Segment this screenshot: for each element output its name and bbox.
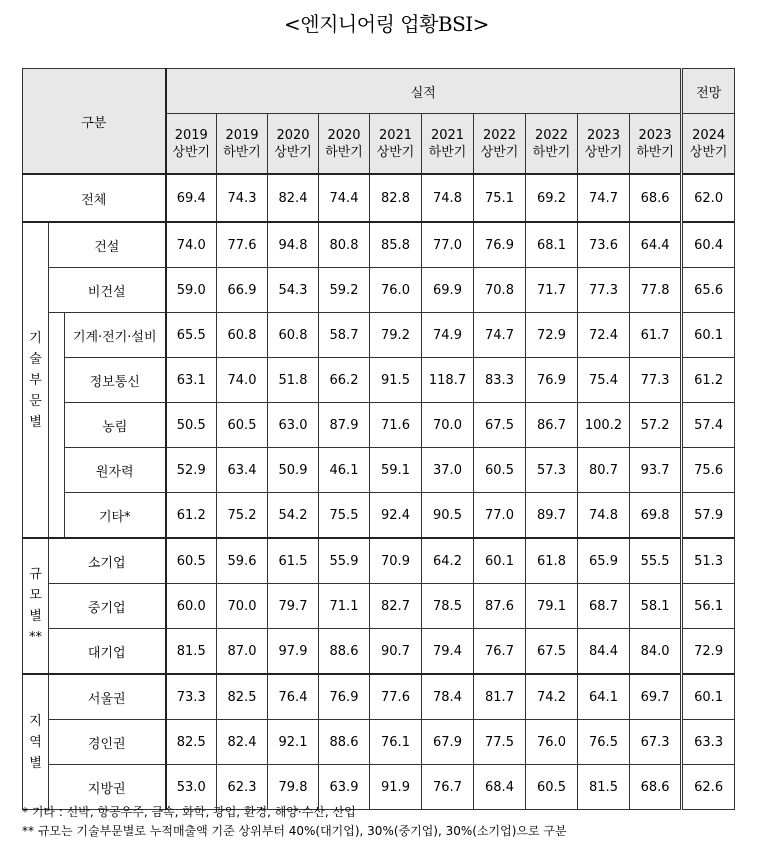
value-cell: 74.7 bbox=[474, 313, 526, 358]
period-year: 2022 bbox=[534, 127, 569, 143]
value-cell: 63.3 bbox=[682, 720, 735, 765]
value-cell: 59.2 bbox=[319, 268, 370, 313]
group-label-char: 별 bbox=[29, 609, 42, 624]
page-title: <엔지니어링 업황BSI> bbox=[284, 12, 489, 36]
row-label: 전체 bbox=[23, 174, 166, 222]
value-cell: 60.8 bbox=[217, 313, 268, 358]
value-cell: 68.6 bbox=[630, 765, 682, 810]
value-cell: 68.7 bbox=[578, 584, 630, 629]
value-cell: 70.9 bbox=[370, 538, 422, 584]
value-cell: 77.3 bbox=[578, 268, 630, 313]
value-cell: 79.2 bbox=[370, 313, 422, 358]
value-cell: 55.5 bbox=[630, 538, 682, 584]
value-cell: 90.7 bbox=[370, 629, 422, 675]
footnotes bbox=[22, 803, 567, 841]
value-cell: 89.7 bbox=[526, 493, 578, 539]
period-half: 상반기 bbox=[584, 144, 623, 160]
value-cell: 91.5 bbox=[370, 358, 422, 403]
value-cell: 58.1 bbox=[630, 584, 682, 629]
value-cell: 71.1 bbox=[319, 584, 370, 629]
period-header bbox=[319, 114, 370, 175]
value-cell: 81.7 bbox=[474, 674, 526, 720]
value-cell: 80.7 bbox=[578, 448, 630, 493]
period-half: 하반기 bbox=[223, 144, 261, 160]
category-header: 구분 bbox=[23, 69, 166, 175]
period-half: 하반기 bbox=[428, 144, 467, 160]
group-label-char: 규 bbox=[29, 567, 42, 582]
value-cell: 79.7 bbox=[268, 584, 319, 629]
value-cell: 67.9 bbox=[422, 720, 474, 765]
period-year: 2023 bbox=[638, 127, 672, 143]
value-cell: 76.9 bbox=[526, 358, 578, 403]
value-cell: 78.5 bbox=[422, 584, 474, 629]
value-cell: 91.9 bbox=[370, 765, 422, 810]
value-cell: 62.6 bbox=[682, 765, 735, 810]
row-label: 지방권 bbox=[49, 765, 166, 810]
value-cell: 60.5 bbox=[526, 765, 578, 810]
table-row bbox=[23, 538, 735, 584]
group-label-region bbox=[23, 674, 49, 810]
value-cell: 74.7 bbox=[578, 174, 630, 222]
value-cell: 59.6 bbox=[217, 538, 268, 584]
row-label: 서울권 bbox=[49, 674, 166, 720]
value-cell: 69.8 bbox=[630, 493, 682, 539]
period-year: 2022 bbox=[482, 127, 517, 143]
period-year: 2024 bbox=[692, 127, 726, 143]
value-cell: 61.8 bbox=[526, 538, 578, 584]
value-cell: 60.0 bbox=[166, 584, 217, 629]
period-header bbox=[682, 114, 735, 175]
table-row bbox=[23, 222, 735, 268]
value-cell: 60.1 bbox=[682, 674, 735, 720]
value-cell: 59.1 bbox=[370, 448, 422, 493]
value-cell: 70.8 bbox=[474, 268, 526, 313]
value-cell: 67.5 bbox=[526, 629, 578, 675]
value-cell: 76.7 bbox=[474, 629, 526, 675]
value-cell: 86.7 bbox=[526, 403, 578, 448]
value-cell: 69.2 bbox=[526, 174, 578, 222]
period-half: 상반기 bbox=[172, 144, 211, 160]
table-row bbox=[23, 268, 735, 313]
period-header bbox=[526, 114, 578, 175]
value-cell: 69.7 bbox=[630, 674, 682, 720]
value-cell: 90.5 bbox=[422, 493, 474, 539]
table-row bbox=[23, 674, 735, 720]
group-label-char: ** bbox=[29, 630, 42, 645]
value-cell: 73.6 bbox=[578, 222, 630, 268]
value-cell: 61.2 bbox=[682, 358, 735, 403]
period-year: 2023 bbox=[586, 127, 621, 143]
row-label: 중기업 bbox=[49, 584, 166, 629]
value-cell: 63.0 bbox=[268, 403, 319, 448]
period-year: 2021 bbox=[378, 127, 413, 143]
period-half: 상반기 bbox=[480, 144, 519, 160]
value-cell: 73.3 bbox=[166, 674, 217, 720]
value-cell: 118.7 bbox=[422, 358, 474, 403]
value-cell: 79.4 bbox=[422, 629, 474, 675]
value-cell: 92.4 bbox=[370, 493, 422, 539]
period-half: 하반기 bbox=[325, 144, 363, 160]
value-cell: 85.8 bbox=[370, 222, 422, 268]
row-label: 기타* bbox=[65, 493, 166, 539]
period-half: 상반기 bbox=[376, 144, 415, 160]
value-cell: 64.4 bbox=[630, 222, 682, 268]
group-label-char: 기 bbox=[29, 330, 42, 346]
value-cell: 60.1 bbox=[474, 538, 526, 584]
value-cell: 76.7 bbox=[422, 765, 474, 810]
value-cell: 76.0 bbox=[526, 720, 578, 765]
group-label-char: 별 bbox=[29, 755, 42, 771]
value-cell: 77.6 bbox=[217, 222, 268, 268]
footnote-size: ** 규모는 기술부문별로 누적매출액 기준 상위부터 40%(대기업), 30%(중기업), 30%(소기업)으로 구분 bbox=[22, 824, 567, 838]
value-cell: 77.0 bbox=[422, 222, 474, 268]
group-label-char: 문 bbox=[29, 393, 42, 409]
value-cell: 60.5 bbox=[217, 403, 268, 448]
value-cell: 84.0 bbox=[630, 629, 682, 675]
row-label: 경인권 bbox=[49, 720, 166, 765]
value-cell: 77.0 bbox=[474, 493, 526, 539]
value-cell: 78.4 bbox=[422, 674, 474, 720]
period-header bbox=[578, 114, 630, 175]
value-cell: 70.0 bbox=[422, 403, 474, 448]
period-header bbox=[630, 114, 682, 175]
value-cell: 68.4 bbox=[474, 765, 526, 810]
period-year: 2020 bbox=[276, 127, 310, 143]
value-cell: 54.2 bbox=[268, 493, 319, 539]
value-cell: 64.1 bbox=[578, 674, 630, 720]
forecast-header: 전망 bbox=[682, 69, 735, 114]
value-cell: 72.9 bbox=[682, 629, 735, 675]
period-header bbox=[422, 114, 474, 175]
value-cell: 74.8 bbox=[422, 174, 474, 222]
value-cell: 57.2 bbox=[630, 403, 682, 448]
value-cell: 54.3 bbox=[268, 268, 319, 313]
value-cell: 84.4 bbox=[578, 629, 630, 675]
value-cell: 46.1 bbox=[319, 448, 370, 493]
value-cell: 72.9 bbox=[526, 313, 578, 358]
value-cell: 69.4 bbox=[166, 174, 217, 222]
value-cell: 76.5 bbox=[578, 720, 630, 765]
value-cell: 65.5 bbox=[166, 313, 217, 358]
group-label-char: 술 bbox=[29, 351, 42, 367]
row-label: 소기업 bbox=[49, 538, 166, 584]
table-row bbox=[23, 313, 735, 358]
value-cell: 79.8 bbox=[268, 765, 319, 810]
period-half: 상반기 bbox=[274, 144, 312, 160]
value-cell: 81.5 bbox=[166, 629, 217, 675]
value-cell: 74.3 bbox=[217, 174, 268, 222]
value-cell: 82.5 bbox=[166, 720, 217, 765]
value-cell: 87.0 bbox=[217, 629, 268, 675]
value-cell: 76.0 bbox=[370, 268, 422, 313]
value-cell: 53.0 bbox=[166, 765, 217, 810]
value-cell: 56.1 bbox=[682, 584, 735, 629]
value-cell: 75.6 bbox=[682, 448, 735, 493]
value-cell: 62.3 bbox=[217, 765, 268, 810]
row-label: 대기업 bbox=[49, 629, 166, 675]
value-cell: 57.9 bbox=[682, 493, 735, 539]
value-cell: 65.6 bbox=[682, 268, 735, 313]
value-cell: 60.1 bbox=[682, 313, 735, 358]
indent-cell bbox=[49, 313, 65, 539]
value-cell: 57.4 bbox=[682, 403, 735, 448]
value-cell: 77.3 bbox=[630, 358, 682, 403]
value-cell: 77.5 bbox=[474, 720, 526, 765]
value-cell: 87.6 bbox=[474, 584, 526, 629]
value-cell: 60.4 bbox=[682, 222, 735, 268]
value-cell: 72.4 bbox=[578, 313, 630, 358]
value-cell: 63.9 bbox=[319, 765, 370, 810]
value-cell: 64.2 bbox=[422, 538, 474, 584]
period-header bbox=[166, 114, 217, 175]
period-half: 하반기 bbox=[532, 144, 571, 160]
row-label: 비건설 bbox=[49, 268, 166, 313]
value-cell: 76.4 bbox=[268, 674, 319, 720]
value-cell: 74.8 bbox=[578, 493, 630, 539]
group-label-char: 별 bbox=[29, 414, 42, 430]
value-cell: 51.3 bbox=[682, 538, 735, 584]
period-header bbox=[217, 114, 268, 175]
value-cell: 76.9 bbox=[474, 222, 526, 268]
table-row bbox=[23, 358, 735, 403]
group-label-size bbox=[23, 538, 49, 674]
value-cell: 88.6 bbox=[319, 629, 370, 675]
value-cell: 75.5 bbox=[319, 493, 370, 539]
period-year: 2020 bbox=[327, 127, 361, 143]
period-header bbox=[370, 114, 422, 175]
value-cell: 67.3 bbox=[630, 720, 682, 765]
value-cell: 68.6 bbox=[630, 174, 682, 222]
row-label: 건설 bbox=[49, 222, 166, 268]
value-cell: 75.2 bbox=[217, 493, 268, 539]
value-cell: 82.5 bbox=[217, 674, 268, 720]
value-cell: 70.0 bbox=[217, 584, 268, 629]
value-cell: 74.4 bbox=[319, 174, 370, 222]
footnote-other: * 기타 : 선박, 항공우주, 금속, 화학, 광업, 환경, 해양·수산, 산업 bbox=[22, 805, 356, 819]
value-cell: 80.8 bbox=[319, 222, 370, 268]
total-row bbox=[23, 174, 735, 222]
group-label-char: 부 bbox=[29, 372, 42, 388]
table-row bbox=[23, 448, 735, 493]
value-cell: 81.5 bbox=[578, 765, 630, 810]
value-cell: 71.6 bbox=[370, 403, 422, 448]
value-cell: 83.3 bbox=[474, 358, 526, 403]
value-cell: 37.0 bbox=[422, 448, 474, 493]
value-cell: 94.8 bbox=[268, 222, 319, 268]
value-cell: 74.9 bbox=[422, 313, 474, 358]
value-cell: 82.4 bbox=[268, 174, 319, 222]
table-row bbox=[23, 403, 735, 448]
value-cell: 92.1 bbox=[268, 720, 319, 765]
value-cell: 71.7 bbox=[526, 268, 578, 313]
value-cell: 74.0 bbox=[217, 358, 268, 403]
period-year: 2019 bbox=[225, 127, 259, 143]
value-cell: 50.9 bbox=[268, 448, 319, 493]
value-cell: 51.8 bbox=[268, 358, 319, 403]
value-cell: 60.5 bbox=[474, 448, 526, 493]
value-cell: 58.7 bbox=[319, 313, 370, 358]
value-cell: 62.0 bbox=[682, 174, 735, 222]
table-row bbox=[23, 493, 735, 539]
value-cell: 69.9 bbox=[422, 268, 474, 313]
value-cell: 97.9 bbox=[268, 629, 319, 675]
value-cell: 66.2 bbox=[319, 358, 370, 403]
value-cell: 63.1 bbox=[166, 358, 217, 403]
value-cell: 57.3 bbox=[526, 448, 578, 493]
value-cell: 68.1 bbox=[526, 222, 578, 268]
value-cell: 55.9 bbox=[319, 538, 370, 584]
value-cell: 82.8 bbox=[370, 174, 422, 222]
table-row bbox=[23, 720, 735, 765]
actual-header: 실적 bbox=[166, 69, 682, 114]
value-cell: 77.8 bbox=[630, 268, 682, 313]
period-half: 하반기 bbox=[636, 144, 674, 160]
period-header bbox=[474, 114, 526, 175]
value-cell: 82.7 bbox=[370, 584, 422, 629]
group-label-char: 지 bbox=[29, 713, 42, 729]
group-label-char: 역 bbox=[29, 734, 42, 750]
value-cell: 76.9 bbox=[319, 674, 370, 720]
value-cell: 61.2 bbox=[166, 493, 217, 539]
value-cell: 50.5 bbox=[166, 403, 217, 448]
value-cell: 77.6 bbox=[370, 674, 422, 720]
value-cell: 74.2 bbox=[526, 674, 578, 720]
value-cell: 65.9 bbox=[578, 538, 630, 584]
group-label-tech bbox=[23, 222, 49, 538]
value-cell: 66.9 bbox=[217, 268, 268, 313]
period-year: 2021 bbox=[430, 127, 465, 143]
group-label-char: 모 bbox=[29, 588, 42, 603]
value-cell: 61.7 bbox=[630, 313, 682, 358]
row-label: 농림 bbox=[65, 403, 166, 448]
period-header bbox=[268, 114, 319, 175]
row-label: 정보통신 bbox=[65, 358, 166, 403]
value-cell: 63.4 bbox=[217, 448, 268, 493]
value-cell: 79.1 bbox=[526, 584, 578, 629]
value-cell: 75.1 bbox=[474, 174, 526, 222]
value-cell: 60.5 bbox=[166, 538, 217, 584]
row-label: 기계·전기·설비 bbox=[65, 313, 166, 358]
value-cell: 61.5 bbox=[268, 538, 319, 584]
value-cell: 67.5 bbox=[474, 403, 526, 448]
value-cell: 59.0 bbox=[166, 268, 217, 313]
period-year: 2019 bbox=[174, 127, 208, 143]
value-cell: 52.9 bbox=[166, 448, 217, 493]
period-half: 상반기 bbox=[689, 144, 728, 160]
bsi-table bbox=[22, 68, 735, 810]
table-row bbox=[23, 584, 735, 629]
value-cell: 60.8 bbox=[268, 313, 319, 358]
table-row bbox=[23, 629, 735, 675]
value-cell: 93.7 bbox=[630, 448, 682, 493]
value-cell: 88.6 bbox=[319, 720, 370, 765]
value-cell: 74.0 bbox=[166, 222, 217, 268]
value-cell: 82.4 bbox=[217, 720, 268, 765]
row-label: 원자력 bbox=[65, 448, 166, 493]
value-cell: 75.4 bbox=[578, 358, 630, 403]
value-cell: 100.2 bbox=[578, 403, 630, 448]
value-cell: 87.9 bbox=[319, 403, 370, 448]
value-cell: 76.1 bbox=[370, 720, 422, 765]
